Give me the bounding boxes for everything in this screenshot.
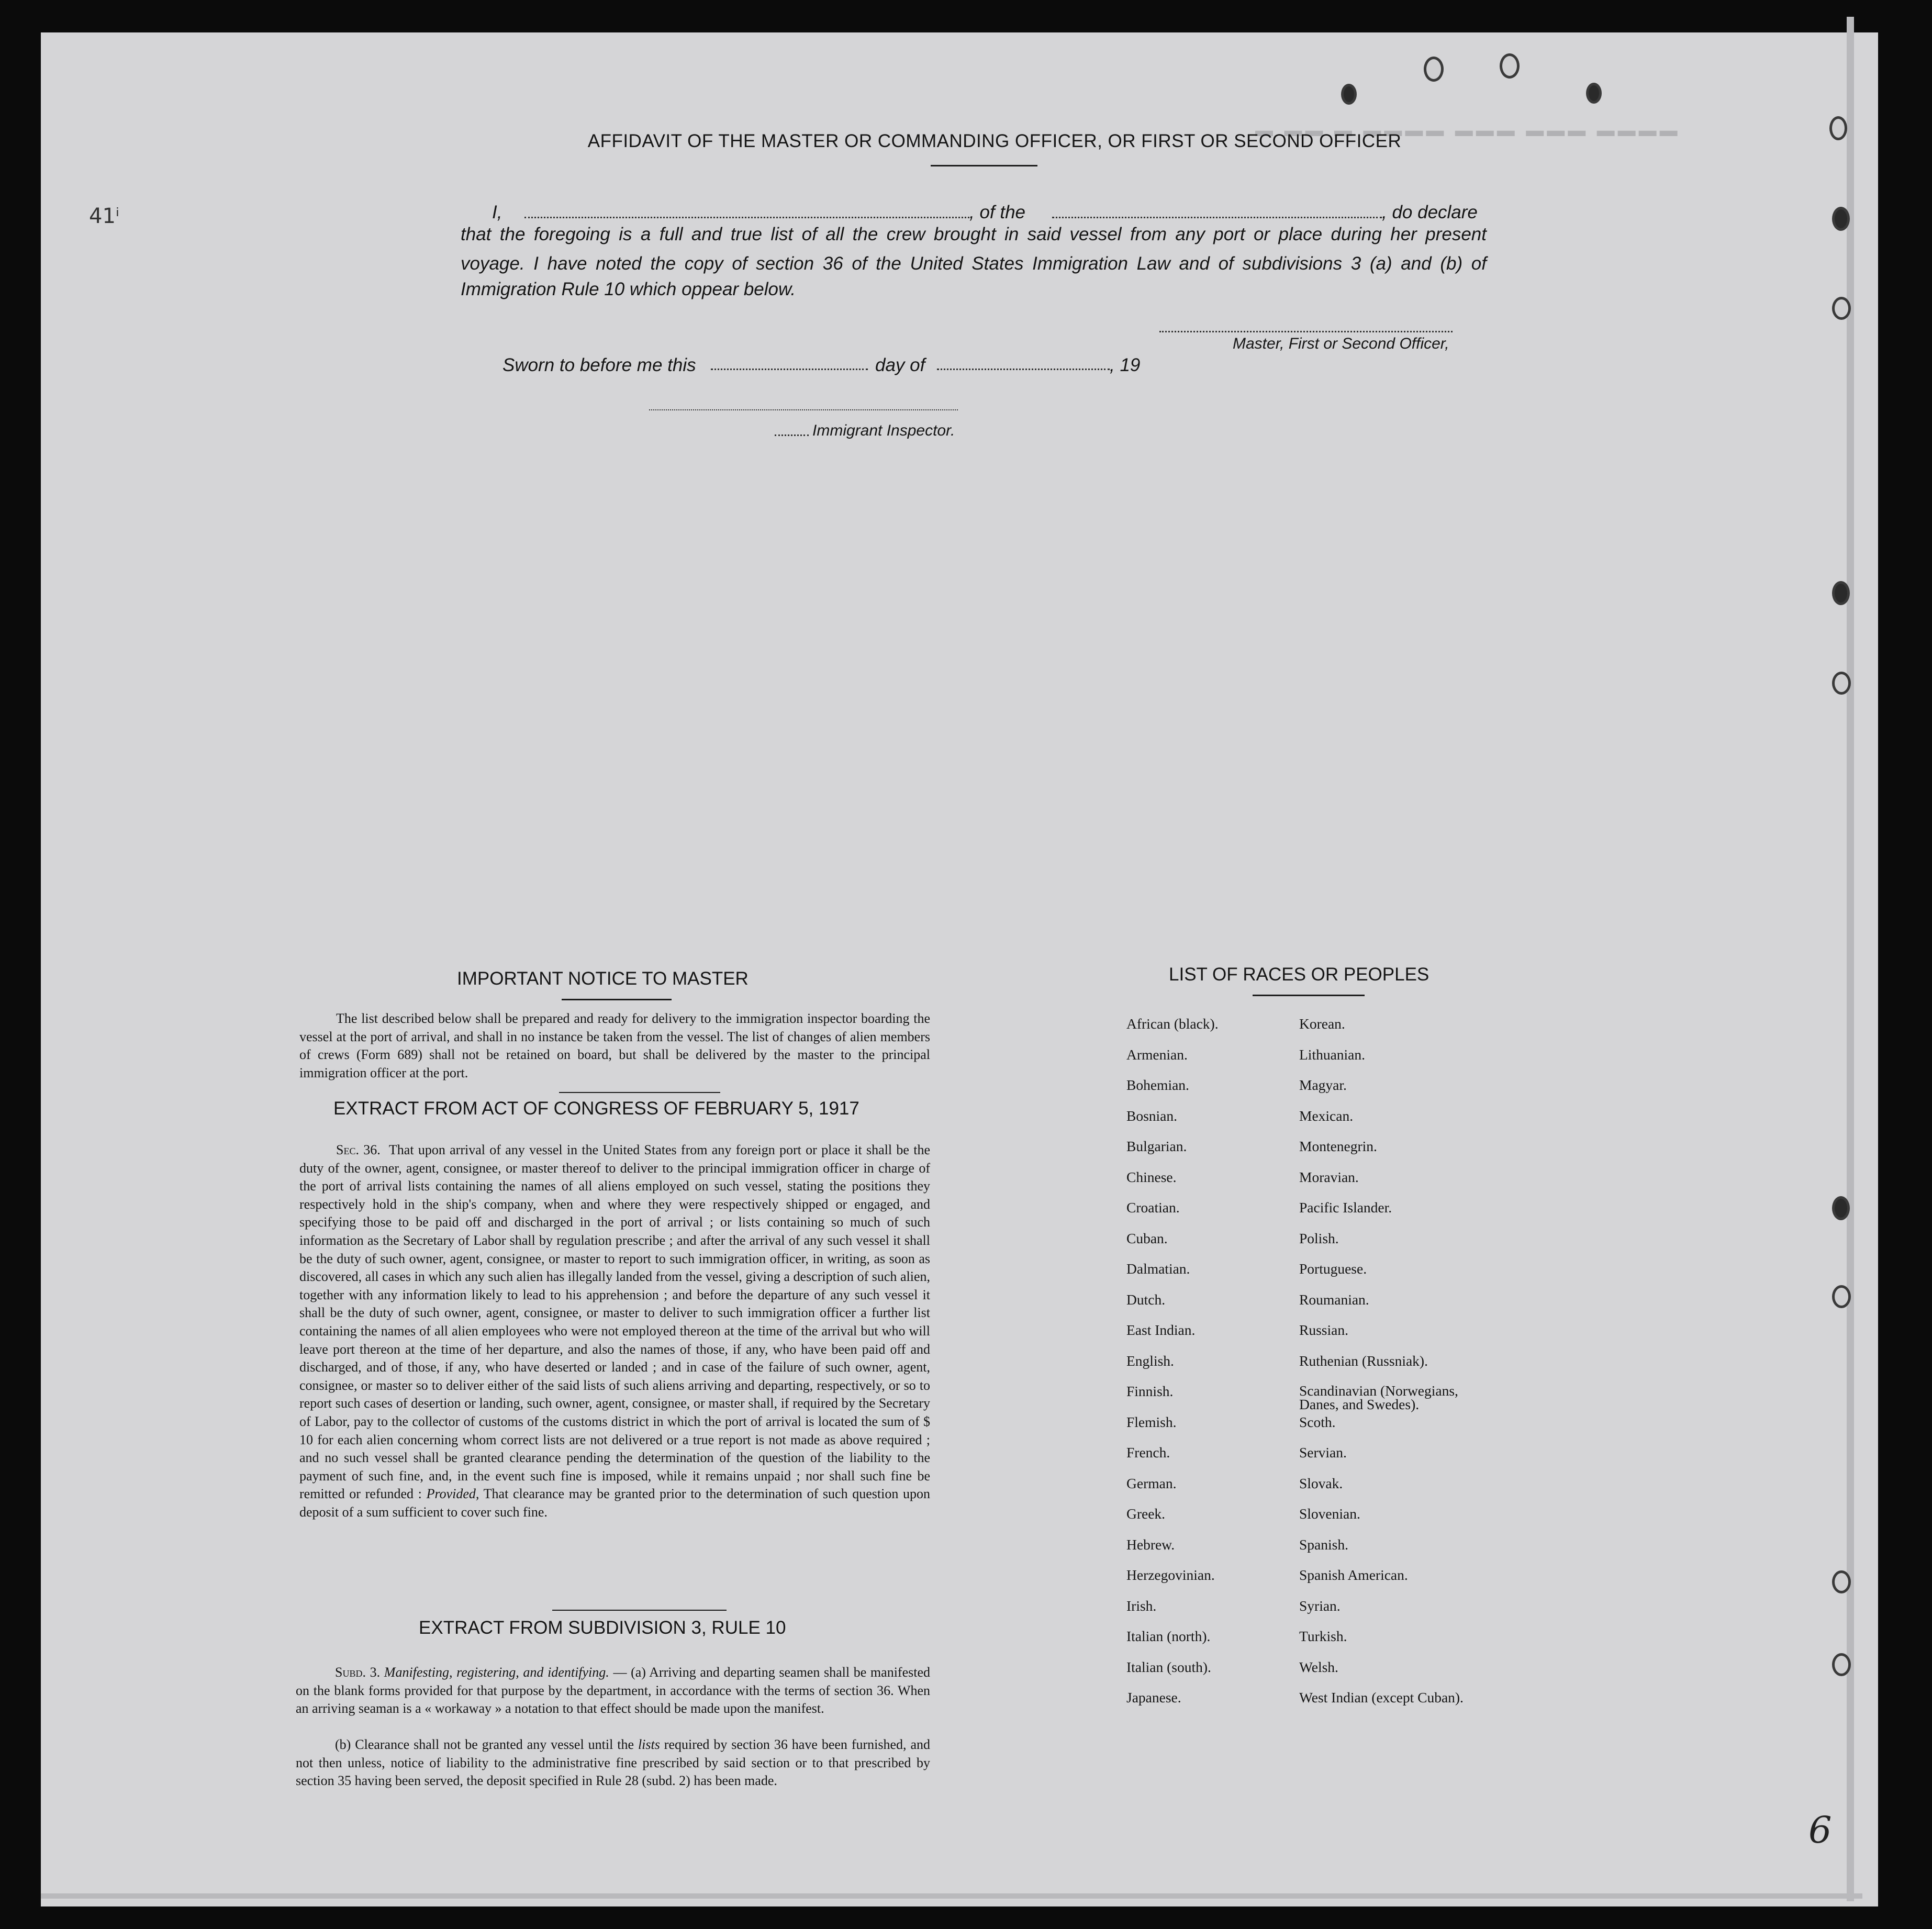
sworn-day-of: day of [875,355,925,375]
race-item: Russian. [1299,1322,1348,1338]
punch-hole [1424,57,1444,82]
rule-subd-label: Subd. 3. [335,1665,381,1680]
race-item: Korean. [1299,1016,1345,1032]
notice-title: IMPORTANT NOTICE TO MASTER [457,968,749,989]
notice-text: The list described below shall be prepared and ready for delivery to the immigration inspector boarding the vessel at the port of arrival, and shall in no instance be taken from the vessel. The list of changes of alien members of crews (Form 689) shall not be retained on board, but shall be delivered by the master to the principal immigration officer at the port. [299,1011,930,1080]
affidavit-i: I, [492,202,502,222]
handwritten-page-number: 6 [1808,1809,1832,1852]
race-item: Ruthenian (Russniak). [1299,1352,1428,1369]
punch-hole [1832,672,1851,695]
punch-hole [1832,1196,1850,1220]
bleed-through-heading: ▬ ▬▬ ▬ ▬▬▬▬ ▬▬▬ ▬▬▬ ▬▬▬▬ [1255,120,1681,140]
race-item: Armenian. [1126,1046,1188,1063]
punch-hole [1341,84,1357,105]
race-item: Roumanian. [1299,1291,1369,1308]
race-item: East Indian. [1126,1322,1196,1338]
master-signature-line [1159,331,1453,332]
race-item: Slovenian. [1299,1506,1360,1522]
act-section-label: Sec. 36. [336,1142,381,1157]
race-item: Croatian. [1126,1199,1180,1216]
races-title: LIST OF RACES OR PEOPLES [1169,964,1430,985]
sworn-year: , 19 [1110,355,1141,375]
race-item: Pacific Islander. [1299,1199,1392,1216]
race-item: Flemish. [1126,1413,1177,1430]
rule-lists-word: lists [638,1737,660,1752]
race-item: Hebrew. [1126,1536,1175,1553]
race-item: Cuban. [1126,1230,1168,1246]
inspector-label: Immigrant Inspector. [812,422,955,439]
races-title-underline [1253,995,1365,996]
race-item: Finnish. [1126,1383,1174,1399]
races-column-2 [1299,1014,1519,1719]
race-item: Dalmatian. [1126,1261,1190,1277]
race-item: Servian. [1299,1444,1347,1460]
act-text: Sec. 36. That upon arrival of any vessel in the United States from any foreign port or place it shall be the duty of the owner, agent, consignee, or master thereof to deliver to the principal immigration officer in charge of the port of arrival lists containing the names of all aliens employed on such vessel, stating the positions they respectively hold in the ship's company, when and where they were respectively shipped or engaged, and specifying those to be paid off and discharged in the port of arrival ; or lists containing so much of such information as the Secretary of Labor shall by regulation prescribe ; and after the arrival of any such vessel it shall be the duty of such owner, agent, consignee, or master to report to such immigration officer, in writing, as soon as discovered, all cases in which any such alien has illegally landed from the vessel, giving a description of such alien, together with any information likely to lead to his apprehension ; and before the departure of any such vessel it shall be the duty of such owner, agent, consignee, or master to deliver to such immigration officer a further list containing the names of all alien employees who were not employed thereon at the time of the arrival but who will leave port thereon at the time of her departure, and also the names of those, if any, who have been paid off and discharged, and of those, if any, who have deserted or landed ; and in case of the failure of such owner, agent, consignee, or master so to deliver either of the said lists of such aliens arriving and departing, respectively, or so to report such cases of desertion or landing, such owner, agent, consignee, or master shall, if required by the Secretary of Labor, pay to the collector of customs of the customs district in which the port of arrival is located the sum of $ 10 for each alien concerning whom correct lists are not delivered or a true report is not made as above required ; and no such vessel shall be granted clearance pending the determination of the question of the liability to the payment of such fine, and, in the event such fine is imposed, while it remains unpaid ; nor shall such fine be remitted or refunded : Provided, That clearance may be granted prior to the determination of such question upon deposit of a sum sufficient to cover such fine. [299,1142,931,1520]
race-item: Polish. [1299,1230,1339,1246]
punch-hole [1832,1570,1851,1593]
race-item: Irish. [1126,1597,1157,1614]
race-item: Bosnian. [1126,1107,1178,1124]
affidavit-title: AFFIDAVIT OF THE MASTER OR COMMANDING OFFICER, OR FIRST OR SECOND OFFICER [587,131,1402,151]
affidavit-do-declare: , do declare [1382,202,1478,222]
punch-hole [1832,297,1851,320]
race-item: Dutch. [1126,1291,1166,1308]
affidavit-vessel-blank [1052,217,1382,218]
race-item: Herzegovinian. [1126,1567,1215,1583]
race-item: Spanish. [1299,1536,1348,1553]
race-item: Montenegrin. [1299,1138,1377,1154]
rule-title: EXTRACT FROM SUBDIVISION 3, RULE 10 [419,1618,786,1638]
rule-para-b: (b) Clearance shall not be granted any vessel until the lists required by section 36 have been furnished, and not then unless, notice of liability to the administrative fine prescribed by said section or to that prescribed by section 35 having been served, the deposit specified in Rule 28 (subd. 2) has been made. [296,1737,930,1789]
race-item: Japanese. [1126,1689,1181,1705]
affidavit-line-2: that the foregoing is a full and true list of all the crew brought in said vessel from any port or place during her present [461,224,1487,244]
bottom-page-edge [41,1893,1862,1899]
punch-hole [1500,53,1520,79]
rule-para-a: Subd. 3. Manifesting, registering, and identifying. — (a) Arriving and departing seamen shall be manifested on the blank forms provided for that purpose by the department, in accordance with the terms of section 36. When an arriving seaman is a « workaway » a notation to that effect should be made upon the manifest. [296,1665,930,1716]
act-divider [552,1610,727,1611]
race-item: Italian (south). [1126,1658,1211,1675]
race-item: Scoth. [1299,1413,1336,1430]
affidavit-line-4: Immigration Rule 10 which oppear below. [461,279,796,299]
race-item: Spanish American. [1299,1567,1408,1583]
race-item: German. [1126,1475,1177,1491]
inspector-lead-dots [775,434,809,436]
race-item: African (black). [1126,1016,1219,1032]
race-item: Magyar. [1299,1077,1347,1093]
race-item: Welsh. [1299,1658,1338,1675]
notice-title-underline [562,999,672,1000]
notice-divider [559,1092,720,1093]
master-signature-label: Master, First or Second Officer, [1233,335,1449,352]
race-item: Greek. [1126,1506,1166,1522]
race-item-text: Scandinavian (Norwegians, Danes, and Swedes). [1299,1382,1458,1412]
punch-hole [1586,83,1602,104]
race-item [1299,1382,1519,1413]
sworn-day-blank [711,369,868,370]
race-item: English. [1126,1352,1174,1369]
race-item: Bulgarian. [1126,1138,1187,1154]
affidavit-of-the: , of the [969,202,1026,222]
punch-hole [1832,207,1850,231]
rule-subd-heading: Manifesting, registering, and identifying. [384,1665,609,1680]
race-item: Mexican. [1299,1107,1354,1124]
race-item: Turkish. [1299,1628,1347,1644]
race-item: Portuguese. [1299,1261,1367,1277]
affidavit-title-underline [931,165,1037,166]
race-item: Lithuanian. [1299,1046,1366,1063]
provided-label: Provided, [426,1486,479,1502]
race-item: West Indian (except Cuban). [1299,1689,1464,1705]
sworn-month-blank [937,369,1110,370]
punch-hole [1832,1653,1851,1676]
act-title: EXTRACT FROM ACT OF CONGRESS OF FEBRUARY 5, 1917 [333,1098,859,1119]
inspector-signature-line [649,409,958,410]
race-item: French. [1126,1444,1170,1460]
race-item: Syrian. [1299,1597,1341,1614]
races-column-1 [1126,1014,1283,1719]
race-item: Moravian. [1299,1168,1359,1185]
punch-hole [1832,581,1850,605]
race-item: Italian (north). [1126,1628,1211,1644]
sworn-text: Sworn to before me this [502,355,696,375]
race-item: Chinese. [1126,1168,1177,1185]
left-margin-mark: 41ⁱ [89,204,120,228]
race-item: Slovak. [1299,1475,1343,1491]
document-sheet [41,32,1878,1906]
punch-hole [1832,1285,1851,1308]
affidavit-line-3: voyage. I have noted the copy of section 36 of the United States Immigration Law and of subdivisions 3 (a) and (b) of [461,253,1487,274]
race-item: Bohemian. [1126,1077,1189,1093]
punch-hole [1829,116,1847,140]
affidavit-name-blank [524,217,969,218]
